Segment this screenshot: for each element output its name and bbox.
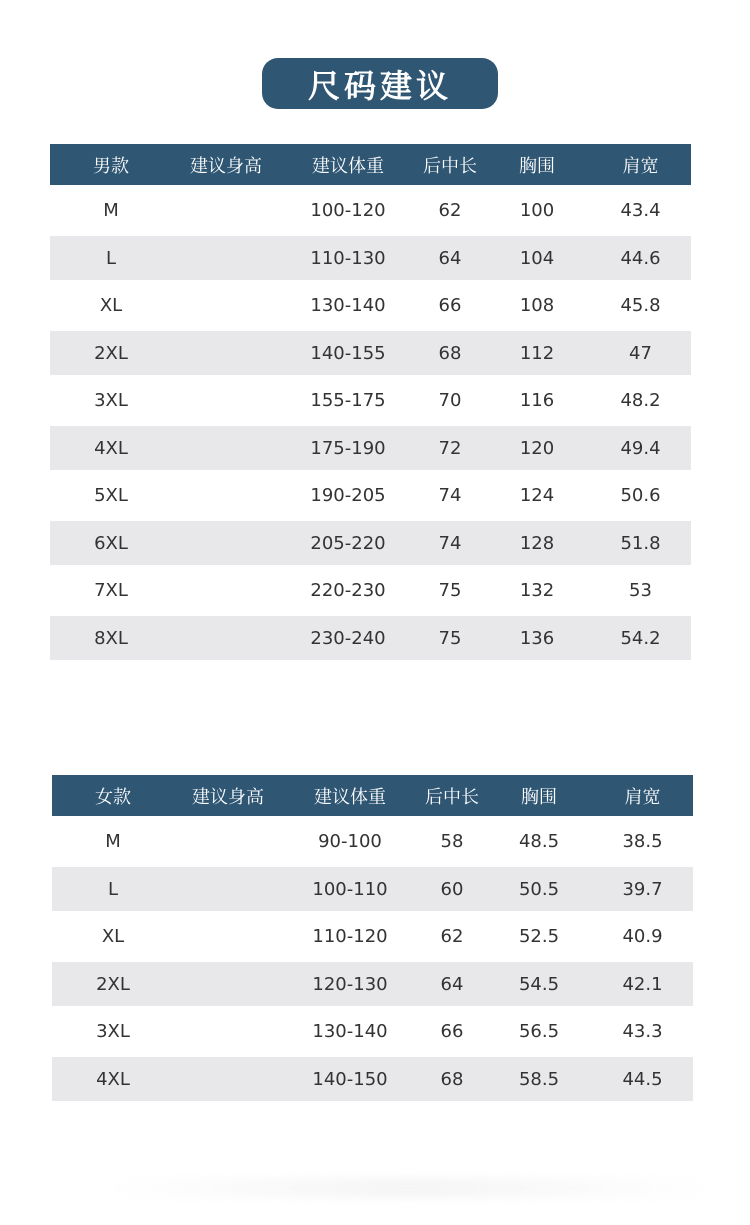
women-cell-chest: 58.5 (486, 1057, 592, 1101)
men-header-style: 男款 (50, 144, 172, 185)
women-cell-length: 66 (440, 1021, 464, 1042)
women-cell-height (174, 911, 282, 962)
women-cell-height (174, 962, 282, 1006)
men-cell-weight: 230-240 (280, 616, 416, 660)
women-cell-shoulder: 39.7 (592, 867, 693, 911)
women-cell-height (174, 816, 282, 867)
men-cell-chest: 124 (519, 485, 555, 506)
table-row (52, 816, 693, 867)
men-cell-length: 66 (438, 295, 462, 316)
men-cell-length: 72 (416, 426, 484, 470)
men-cell-height (172, 470, 280, 521)
men-cell-size: XL (99, 295, 123, 316)
men-cell-shoulder: 47 (590, 331, 691, 375)
women-cell-length: 62 (440, 926, 464, 947)
women-cell-shoulder: 42.1 (592, 962, 693, 1006)
men-cell-length: 68 (416, 331, 484, 375)
women-cell-weight: 120-130 (282, 962, 418, 1006)
men-cell-length: 75 (416, 616, 484, 660)
women-cell-size: 4XL (52, 1057, 174, 1101)
men-cell-size: 4XL (50, 426, 172, 470)
men-cell-chest: 104 (484, 236, 590, 280)
men-cell-chest: 120 (484, 426, 590, 470)
table-row (52, 867, 693, 911)
men-cell-chest: 128 (484, 521, 590, 565)
men-cell-height (172, 185, 280, 236)
women-header-height: 建议身高 (174, 775, 282, 816)
men-cell-weight: 130-140 (310, 295, 386, 316)
table-row (52, 962, 693, 1006)
men-cell-height (172, 565, 280, 616)
men-cell-length: 62 (438, 200, 462, 221)
women-cell-chest: 48.5 (518, 831, 560, 852)
women-cell-chest: 52.5 (518, 926, 560, 947)
women-cell-weight: 140-150 (282, 1057, 418, 1101)
women-cell-length: 68 (418, 1057, 486, 1101)
women-cell-chest: 54.5 (486, 962, 592, 1006)
men-header-weight: 建议体重 (280, 144, 416, 185)
men-cell-shoulder: 45.8 (620, 295, 661, 316)
men-cell-weight: 100-120 (310, 200, 386, 221)
women-cell-size: XL (101, 926, 125, 947)
table-row (50, 426, 691, 470)
men-cell-height (172, 521, 280, 565)
men-cell-length: 64 (416, 236, 484, 280)
women-cell-size: L (52, 867, 174, 911)
women-header-shoulder: 肩宽 (592, 775, 693, 816)
men-cell-length: 74 (416, 521, 484, 565)
men-cell-height (172, 616, 280, 660)
men-cell-shoulder: 49.4 (590, 426, 691, 470)
men-cell-shoulder: 48.2 (620, 390, 661, 411)
table-row (50, 565, 691, 616)
men-size-table (50, 144, 691, 660)
men-header-length: 后中长 (416, 144, 484, 185)
men-cell-shoulder: 54.2 (590, 616, 691, 660)
women-cell-weight: 90-100 (318, 831, 382, 852)
women-cell-shoulder: 43.3 (622, 1021, 663, 1042)
men-cell-shoulder: 44.6 (590, 236, 691, 280)
men-cell-weight: 175-190 (280, 426, 416, 470)
women-cell-weight: 100-110 (282, 867, 418, 911)
table-row (50, 185, 691, 236)
men-header-shoulder: 肩宽 (590, 144, 691, 185)
men-header-chest: 胸围 (484, 144, 590, 185)
men-cell-chest: 132 (519, 580, 555, 601)
women-cell-length: 60 (418, 867, 486, 911)
table-row (50, 616, 691, 660)
men-cell-height (172, 426, 280, 470)
women-cell-shoulder: 38.5 (622, 831, 663, 852)
men-cell-height (172, 375, 280, 426)
table-row (50, 236, 691, 280)
women-cell-shoulder: 44.5 (592, 1057, 693, 1101)
women-cell-size: 3XL (96, 1021, 130, 1042)
men-cell-weight: 205-220 (280, 521, 416, 565)
bottom-shadow (100, 1178, 720, 1198)
men-cell-size: 2XL (50, 331, 172, 375)
men-cell-size: 6XL (50, 521, 172, 565)
men-cell-height (172, 236, 280, 280)
men-cell-weight: 190-205 (310, 485, 386, 506)
men-cell-size: 5XL (94, 485, 128, 506)
men-cell-chest: 108 (519, 295, 555, 316)
men-cell-height (172, 280, 280, 331)
men-cell-length: 75 (438, 580, 462, 601)
women-cell-height (174, 1006, 282, 1057)
men-cell-shoulder: 50.6 (620, 485, 661, 506)
men-cell-length: 70 (438, 390, 462, 411)
women-cell-height (174, 1057, 282, 1101)
women-header-weight: 建议体重 (282, 775, 418, 816)
table-row (52, 1006, 693, 1057)
women-cell-chest: 50.5 (486, 867, 592, 911)
men-cell-chest: 100 (519, 200, 555, 221)
table-row (50, 470, 691, 521)
men-cell-size: L (50, 236, 172, 280)
women-cell-shoulder: 40.9 (622, 926, 663, 947)
women-header-chest: 胸围 (486, 775, 592, 816)
men-cell-weight: 220-230 (310, 580, 386, 601)
women-cell-chest: 56.5 (518, 1021, 560, 1042)
women-cell-length: 58 (440, 831, 464, 852)
men-cell-chest: 112 (484, 331, 590, 375)
men-cell-size: 8XL (50, 616, 172, 660)
men-cell-shoulder: 51.8 (590, 521, 691, 565)
women-header-style: 女款 (52, 775, 174, 816)
women-cell-size: M (105, 831, 121, 852)
table-row (50, 521, 691, 565)
women-cell-height (174, 867, 282, 911)
men-cell-size: 3XL (94, 390, 128, 411)
men-header-height: 建议身高 (172, 144, 280, 185)
men-header-row (50, 144, 691, 185)
women-header-length: 后中长 (418, 775, 486, 816)
men-cell-weight: 140-155 (280, 331, 416, 375)
women-cell-weight: 130-140 (312, 1021, 388, 1042)
table-row (50, 331, 691, 375)
men-cell-height (172, 331, 280, 375)
table-row (52, 1057, 693, 1101)
women-size-table (52, 775, 693, 1101)
men-cell-shoulder: 43.4 (620, 200, 661, 221)
table-row (50, 375, 691, 426)
men-cell-shoulder: 53 (629, 580, 652, 601)
women-header-row (52, 775, 693, 816)
men-cell-size: M (103, 200, 119, 221)
men-cell-size: 7XL (94, 580, 128, 601)
men-cell-chest: 136 (484, 616, 590, 660)
men-cell-weight: 155-175 (310, 390, 386, 411)
women-cell-length: 64 (418, 962, 486, 1006)
table-row (50, 280, 691, 331)
men-cell-length: 74 (438, 485, 462, 506)
men-cell-chest: 116 (519, 390, 555, 411)
page-title: 尺码建议 (262, 58, 498, 109)
women-cell-weight: 110-120 (312, 926, 388, 947)
men-cell-weight: 110-130 (280, 236, 416, 280)
women-cell-size: 2XL (52, 962, 174, 1006)
table-row (52, 911, 693, 962)
